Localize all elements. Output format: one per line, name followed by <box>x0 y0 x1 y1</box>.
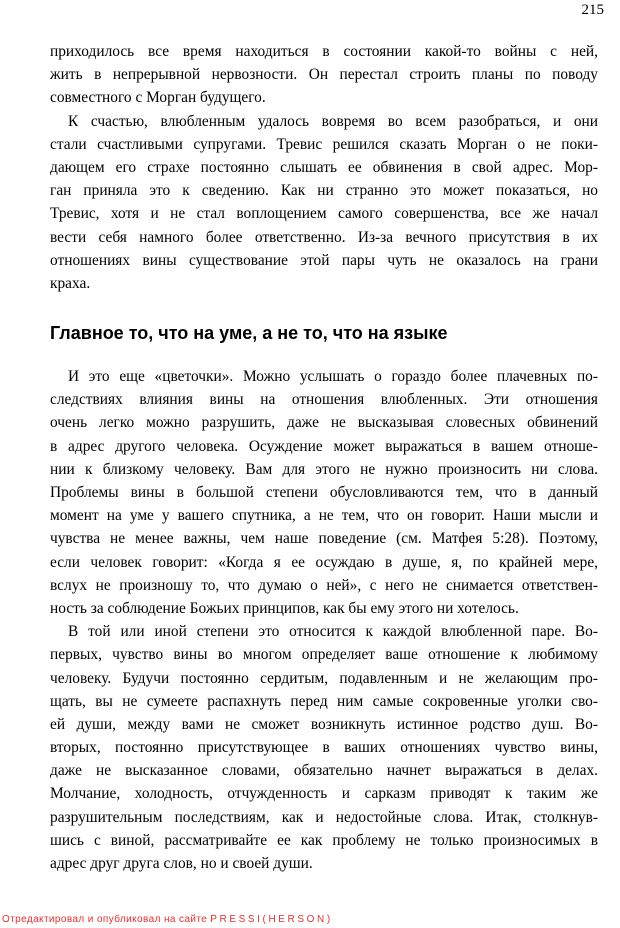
text-line: отношениях вины существование этой пары чуть не оказалось на грани <box>50 251 598 269</box>
text-line: ган приняла это к сведению. Как ни странно это может показаться, но <box>50 182 598 200</box>
text-line: адрес друг друга слов, но и своей души. <box>50 855 313 872</box>
text-line: вторых, постоянно присутствующее в ваших отношениях чувство вины, <box>50 739 598 757</box>
text-line: стали счастливыми супругами. Тревис решился сказать Морган о не поки- <box>50 135 598 153</box>
text-line: ей души, между вами не сможет возникнуть истинное родство душ. Во- <box>50 715 598 733</box>
paragraph <box>50 110 598 296</box>
text-line: щать, вы не сумеете распахнуть перед ним самые сокровенные уголки сво- <box>50 692 598 710</box>
text-line: первых, чувство вины во многом определяет ваше отношение к любимому <box>50 646 598 664</box>
text-line: следствиях влияния вины на отношения влюбленных. Эти отношения <box>50 391 598 409</box>
text-line: даже не высказанное словами, обязательно начнет выражаться в делах. <box>50 762 598 780</box>
text-line: И это еще «цветочки». Можно услышать о гораздо более плачевных по- <box>68 368 598 386</box>
text-line: К счастью, влюбленным удалось вовремя во всем разобраться, и они <box>68 112 598 130</box>
section-heading: Главное то, что на уме, а не то, что на языке <box>50 323 448 344</box>
text-line: Тревис, хотя и не стал воплощением самого совершенства, все же начал <box>50 205 598 223</box>
paragraph <box>50 365 598 620</box>
footer-text: Отредактировал и опубликовал на сайте <box>2 914 208 925</box>
page-number: 215 <box>581 2 604 18</box>
text-line: вслух не произношу то, что думаю о ней», с него не снимается ответствен- <box>50 576 598 594</box>
text-line: момент на уме у вашего спутника, а не тем, что он говорит. Наши мысли и <box>50 507 598 525</box>
text-line: вести себя намного более ответственно. Из-за вечного присутствия в их <box>50 228 598 246</box>
footer-brand-link[interactable]: PRESSI(HERSON) <box>210 914 333 925</box>
text-line: если человек говорит: «Когда я ее осуждаю в душе, я, по крайней мере, <box>50 553 598 571</box>
text-line: нии к близкому человеку. Вам для этого не нужно произносить ни слова. <box>50 460 598 478</box>
text-line: дающем его страхе постоянно слышать ее обвинения в свой адрес. Мор- <box>50 158 598 176</box>
text-line: приходилось все время находиться в состоянии какой-то войны с ней, <box>50 43 598 60</box>
paragraph <box>50 40 598 110</box>
text-line: ность за соблюдение Божьих принципов, как бы ему этого ни хотелось. <box>50 599 519 617</box>
text-line: Проблемы вины в большой степени обусловливаются тем, что в данный <box>50 484 598 501</box>
text-line: разрушительным последствиям, как и недостойные слова. Итак, столкнув- <box>50 808 598 826</box>
text-line: жить в непрерывной нервозности. Он перестал строить планы по поводу <box>50 66 598 84</box>
text-line: Молчание, холодность, отчужденность и сарказм приводят к таким же <box>50 785 598 803</box>
page-body <box>50 40 598 875</box>
text-line: очень легко можно разрушить, даже не высказывая словесных обвинений <box>50 414 598 432</box>
publisher-footer <box>2 914 333 925</box>
text-line: краха. <box>50 274 91 292</box>
text-line: человеку. Будучи постоянно сердитым, подавленным и не желающим про- <box>50 669 598 687</box>
text-line: чувства не менее важны, чем наше поведение (см. Матфея 5:28). Поэтому, <box>50 530 598 548</box>
text-line: совместного с Морган будущего. <box>50 89 266 107</box>
text-line: В той или иной степени это относится к каждой влюбленной паре. Во- <box>68 623 598 641</box>
text-line: шись с виной, рассматривайте ее как проблему не только произносимых в <box>50 831 598 849</box>
paragraph <box>50 620 598 875</box>
text-line: в адрес другого человека. Осуждение может выражаться в вашем отноше- <box>50 437 598 455</box>
